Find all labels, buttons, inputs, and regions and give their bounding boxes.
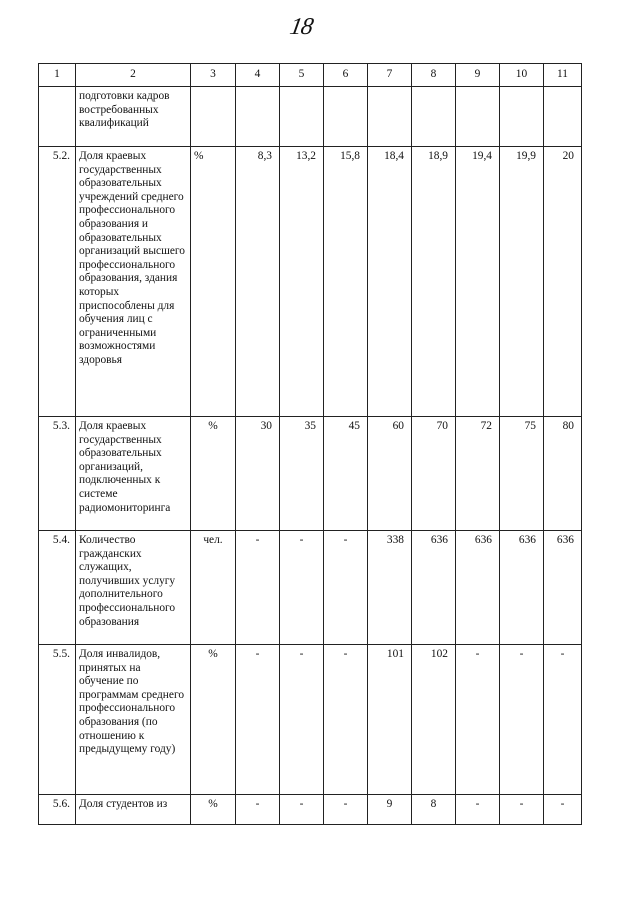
value-cell: 15,8 xyxy=(324,147,368,417)
unit-cell: % xyxy=(191,795,236,825)
value-cell: 18,4 xyxy=(368,147,412,417)
indicator-name: подготовки кадров востребованных квалификаций xyxy=(76,87,191,147)
value-cell: - xyxy=(236,795,280,825)
row-number: 5.3. xyxy=(39,417,76,531)
value-cell: - xyxy=(544,645,582,795)
header-cell: 10 xyxy=(500,64,544,87)
value-cell xyxy=(324,87,368,147)
value-cell xyxy=(500,87,544,147)
table-row xyxy=(39,417,582,531)
indicators-table xyxy=(38,63,582,825)
table-row xyxy=(39,147,582,417)
value-cell: - xyxy=(324,645,368,795)
header-cell: 9 xyxy=(456,64,500,87)
unit-cell: % xyxy=(191,645,236,795)
row-number: 5.6. xyxy=(39,795,76,825)
unit-cell xyxy=(191,87,236,147)
header-cell: 11 xyxy=(544,64,582,87)
indicator-name: Доля студентов из xyxy=(76,795,191,825)
value-cell: - xyxy=(280,531,324,645)
row-number: 5.4. xyxy=(39,531,76,645)
value-cell: 18,9 xyxy=(412,147,456,417)
header-cell: 3 xyxy=(191,64,236,87)
value-cell: 35 xyxy=(280,417,324,531)
value-cell: 636 xyxy=(544,531,582,645)
row-number: 5.5. xyxy=(39,645,76,795)
value-cell: 19,4 xyxy=(456,147,500,417)
indicator-name: Доля инвалидов, принятых на обучение по программам среднего профессионального образования (по отношению к предыдущему году) xyxy=(76,645,191,795)
value-cell: 636 xyxy=(500,531,544,645)
header-cell: 6 xyxy=(324,64,368,87)
value-cell: 338 xyxy=(368,531,412,645)
value-cell: - xyxy=(280,795,324,825)
row-number: 5.2. xyxy=(39,147,76,417)
value-cell: - xyxy=(324,795,368,825)
value-cell: 19,9 xyxy=(500,147,544,417)
value-cell: - xyxy=(324,531,368,645)
value-cell: 72 xyxy=(456,417,500,531)
value-cell: 45 xyxy=(324,417,368,531)
value-cell: 101 xyxy=(368,645,412,795)
header-cell: 2 xyxy=(76,64,191,87)
header-cell: 1 xyxy=(39,64,76,87)
table-row xyxy=(39,645,582,795)
row-number xyxy=(39,87,76,147)
value-cell: 30 xyxy=(236,417,280,531)
table-row xyxy=(39,795,582,825)
value-cell xyxy=(412,87,456,147)
table-row xyxy=(39,531,582,645)
page-number: 18 xyxy=(287,14,315,40)
header-row xyxy=(39,64,582,87)
value-cell: 70 xyxy=(412,417,456,531)
header-cell: 8 xyxy=(412,64,456,87)
value-cell: - xyxy=(500,645,544,795)
value-cell: - xyxy=(456,795,500,825)
unit-cell: % xyxy=(191,147,236,417)
value-cell: - xyxy=(544,795,582,825)
header-cell: 4 xyxy=(236,64,280,87)
header-cell: 7 xyxy=(368,64,412,87)
value-cell: 20 xyxy=(544,147,582,417)
unit-cell: чел. xyxy=(191,531,236,645)
value-cell: 636 xyxy=(412,531,456,645)
header-cell: 5 xyxy=(280,64,324,87)
value-cell xyxy=(280,87,324,147)
value-cell: - xyxy=(280,645,324,795)
value-cell: - xyxy=(456,645,500,795)
value-cell: 80 xyxy=(544,417,582,531)
value-cell xyxy=(368,87,412,147)
value-cell: - xyxy=(500,795,544,825)
value-cell xyxy=(456,87,500,147)
table-row xyxy=(39,87,582,147)
value-cell: 8,3 xyxy=(236,147,280,417)
value-cell: 8 xyxy=(412,795,456,825)
value-cell: 60 xyxy=(368,417,412,531)
value-cell: 9 xyxy=(368,795,412,825)
value-cell xyxy=(236,87,280,147)
value-cell: 102 xyxy=(412,645,456,795)
value-cell: 75 xyxy=(500,417,544,531)
value-cell: - xyxy=(236,645,280,795)
indicator-name: Доля краевых государственных образовательных организаций, подключенных к системе радиомониторинга xyxy=(76,417,191,531)
value-cell: 13,2 xyxy=(280,147,324,417)
value-cell xyxy=(544,87,582,147)
unit-cell: % xyxy=(191,417,236,531)
indicator-name: Количество гражданских служащих, получивших услугу дополнительного профессионального образования xyxy=(76,531,191,645)
value-cell: - xyxy=(236,531,280,645)
indicator-name: Доля краевых государственных образовательных учреждений среднего профессионального образования и образовательных организаций высшего профессионального образования, здания которых приспособлены для обучения лиц с ограниченными возможностями здоровья xyxy=(76,147,191,417)
value-cell: 636 xyxy=(456,531,500,645)
